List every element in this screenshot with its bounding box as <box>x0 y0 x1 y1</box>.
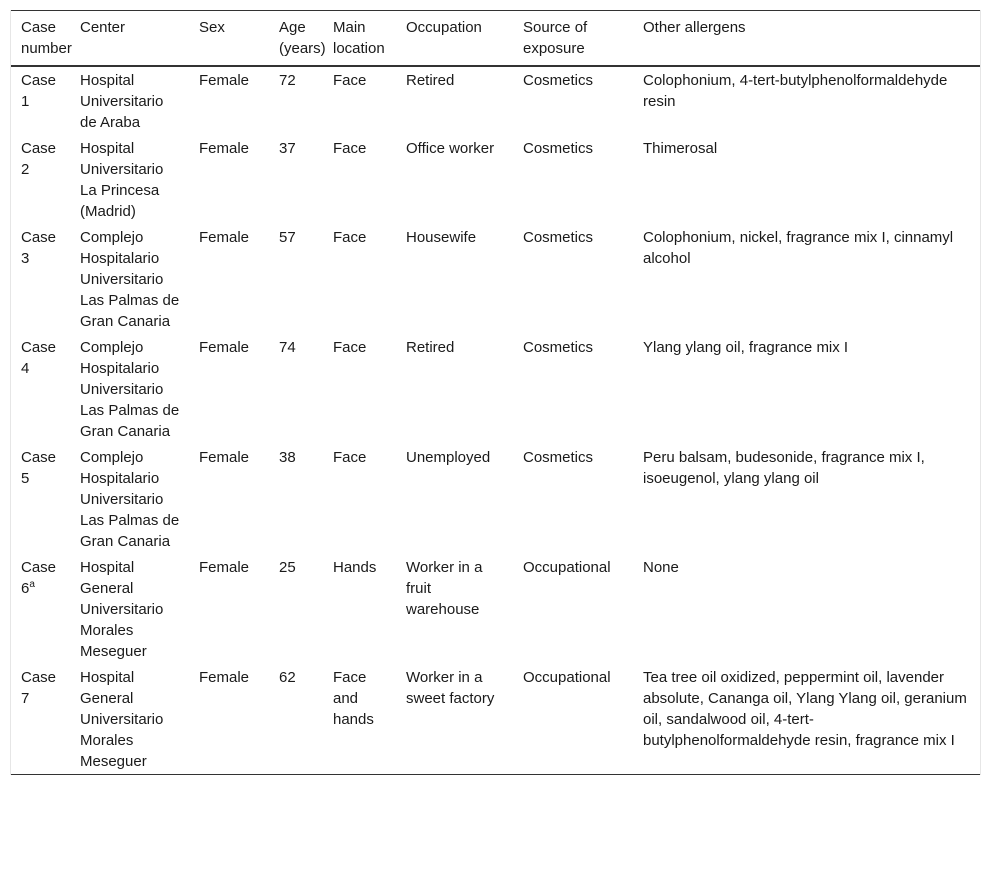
cell-allergens: None <box>643 559 679 576</box>
cell-center: Complejo Hospitalario Universitario Las Palmas de Gran Canaria <box>80 229 180 330</box>
cell-case <box>11 66 70 135</box>
cell-case <box>11 334 70 444</box>
header-source-of-exposure: Source of exposure <box>523 19 588 57</box>
cell-sex: Female <box>199 559 250 576</box>
cell-case <box>11 224 70 334</box>
case-label: Case 3 <box>21 229 57 267</box>
cell-case <box>11 664 70 775</box>
cell-sex: Female <box>199 229 250 246</box>
cell-occupation: Retired <box>406 339 455 356</box>
header-age: Age (years) <box>279 19 326 57</box>
cell-center: Hospital Universitario La Princesa (Madrid) <box>80 140 164 220</box>
cell-location: Face <box>333 449 367 466</box>
cell-location: Face and hands <box>333 669 374 728</box>
table-row <box>11 135 980 224</box>
cell-location: Face <box>333 140 367 157</box>
table-row <box>11 444 980 554</box>
cell-age: 38 <box>279 449 296 466</box>
cell-sex: Female <box>199 140 250 157</box>
cell-sex: Female <box>199 72 250 89</box>
cell-occupation: Office worker <box>406 140 495 157</box>
cell-sex: Female <box>199 339 250 356</box>
cell-source: Cosmetics <box>523 140 594 157</box>
cell-source: Cosmetics <box>523 339 594 356</box>
cell-occupation: Worker in a fruit warehouse <box>406 559 483 618</box>
cell-sex: Female <box>199 669 250 686</box>
cell-case <box>11 444 70 554</box>
cell-source: Cosmetics <box>523 72 594 89</box>
case-label: Case 1 <box>21 72 57 110</box>
header-other-allergens: Other allergens <box>643 19 746 36</box>
cell-location: Face <box>333 72 367 89</box>
cell-case <box>11 135 70 224</box>
case-label: Case 2 <box>21 140 57 178</box>
cell-location: Face <box>333 229 367 246</box>
cell-source: Occupational <box>523 559 611 576</box>
cell-allergens: Peru balsam, budesonide, fragrance mix I, isoeugenol, ylang ylang oil <box>643 449 925 487</box>
cell-source: Cosmetics <box>523 229 594 246</box>
header-case-number: Case number <box>21 19 72 57</box>
cell-age: 62 <box>279 669 296 686</box>
cell-center: Hospital General Universitario Morales Meseguer <box>80 559 164 660</box>
header-occupation: Occupation <box>406 19 482 36</box>
table-header-row <box>11 11 980 67</box>
cell-age: 72 <box>279 72 296 89</box>
cell-location: Face <box>333 339 367 356</box>
cell-age: 25 <box>279 559 296 576</box>
cell-location: Hands <box>333 559 377 576</box>
cell-allergens: Thimerosal <box>643 140 718 157</box>
cell-center: Hospital Universitario de Araba <box>80 72 164 131</box>
footnote-marker: a <box>29 579 35 590</box>
cell-allergens: Tea tree oil oxidized, peppermint oil, lavender absolute, Cananga oil, Ylang Ylang oil, geranium oil, sandalwood oil, 4-tert-butylphenolformaldehyde resin, fragrance mix I <box>643 669 967 749</box>
header-center: Center <box>80 19 126 36</box>
cell-center: Complejo Hospitalario Universitario Las Palmas de Gran Canaria <box>80 339 180 440</box>
table-row <box>11 66 980 135</box>
cell-age: 74 <box>279 339 296 356</box>
table-row <box>11 664 980 775</box>
case-label: Case 6 <box>21 559 57 597</box>
cell-center: Complejo Hospitalario Universitario Las Palmas de Gran Canaria <box>80 449 180 550</box>
header-sex: Sex <box>199 19 225 36</box>
cell-source: Occupational <box>523 669 611 686</box>
cell-age: 57 <box>279 229 296 246</box>
case-label: Case 4 <box>21 339 57 377</box>
cell-case <box>11 554 70 664</box>
cell-occupation: Housewife <box>406 229 477 246</box>
cell-center: Hospital General Universitario Morales Meseguer <box>80 669 164 770</box>
cell-allergens: Colophonium, nickel, fragrance mix I, cinnamyl alcohol <box>643 229 954 267</box>
cell-allergens: Ylang ylang oil, fragrance mix I <box>643 339 849 356</box>
cell-occupation: Retired <box>406 72 455 89</box>
cell-sex: Female <box>199 449 250 466</box>
table-row <box>11 554 980 664</box>
header-main-location: Main location <box>333 19 385 57</box>
case-label: Case 5 <box>21 449 57 487</box>
cell-allergens: Colophonium, 4-tert-butylphenolformaldehyde resin <box>643 72 948 110</box>
case-label: Case 7 <box>21 669 57 707</box>
case-table <box>11 10 980 775</box>
table-row <box>11 334 980 444</box>
table-row <box>11 224 980 334</box>
case-table-container <box>10 10 981 775</box>
cell-occupation: Unemployed <box>406 449 491 466</box>
cell-occupation: Worker in a sweet factory <box>406 669 495 707</box>
cell-source: Cosmetics <box>523 449 594 466</box>
cell-age: 37 <box>279 140 296 157</box>
